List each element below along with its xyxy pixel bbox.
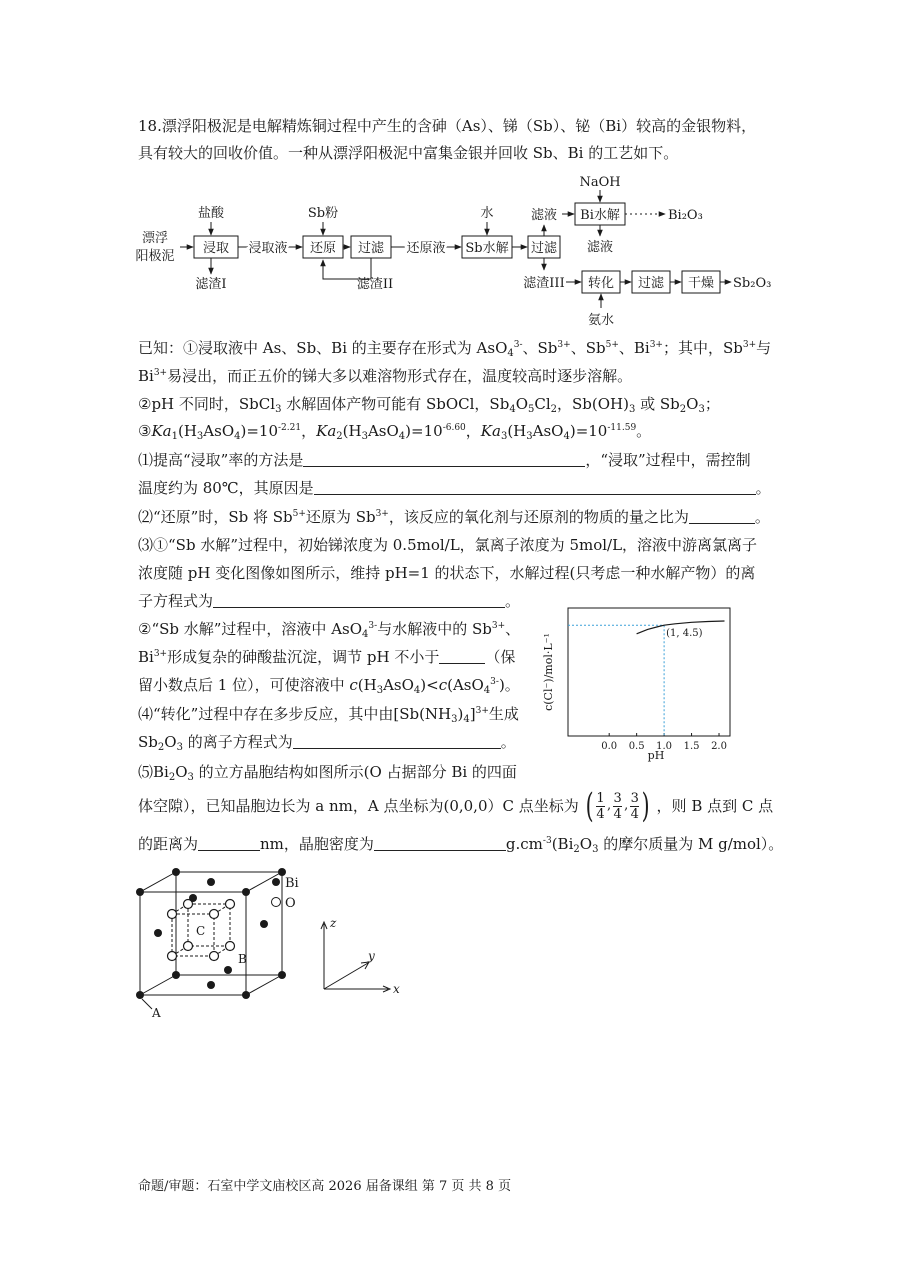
x-tick-label: 2.0 bbox=[711, 741, 727, 752]
chart-xlabel: pH bbox=[647, 749, 665, 762]
flow-box-convert-label: 转化 bbox=[587, 276, 615, 291]
q2-answer-blank[interactable] bbox=[689, 508, 755, 524]
q1-line-1: ⑴提高“浸取”率的方法是 ，“浸取”过程中，需控制 bbox=[138, 451, 751, 469]
q4-line-1: ⑷“转化”过程中存在多步反应，其中由$[Sb(NH_3)_4]^{3+}$生成 bbox=[138, 705, 519, 725]
point-a-label: A bbox=[152, 1006, 161, 1020]
flow-box-bi-hydrolysis-label: Bi水解 bbox=[580, 208, 620, 223]
q3-line-6: 留小数点后 1 位），可使溶液中 $c(H_3AsO_4)<c(AsO_4^{3-})$。 bbox=[138, 676, 520, 696]
q2-line: ⑵“还原”时，Sb 将 $Sb^{5+}$还原为 $Sb^{3+}$，该反应的氧化剂与还原剂的物质的量之比为 。 bbox=[138, 508, 770, 526]
question-intro-line1: 18.漂浮阳极泥是电解精炼铜过程中产生的含砷（As）、锑（Sb）、铋（Bi）较高的金银物料， bbox=[138, 117, 757, 135]
q3-line-4: ②“Sb 水解”过程中，溶液中 AsO$_4^{3-}$与水解液中的 $Sb^{3+}$、 bbox=[138, 620, 521, 640]
q1-line-2: 温度约为 80℃，其原因是 。 bbox=[138, 479, 771, 497]
legend-o-label: O bbox=[285, 896, 296, 911]
flow-box-filter-2-label: 过滤 bbox=[530, 241, 558, 256]
residue-3: 滤渣III bbox=[523, 276, 565, 291]
coordinate-c-paren: ( 1 4 , 3 4 , 3 4 ) bbox=[585, 786, 650, 826]
q5-line-2: 体空隙），已知晶胞边长为 a nm，A 点坐标为(0,0,0）C 点坐标为 ( 1 4 , 3 4 , 3 4 ) ，则 B 点到 C 点 bbox=[138, 786, 774, 826]
legend-bi-marker bbox=[272, 878, 280, 886]
known-line-1: 已知：①浸取液中 As、Sb、Bi 的主要存在形式为 AsO$_4^{3-}$、$Sb^{3+}$、$Sb^{5+}$、$Bi^{3+}$；其中，$Sb^{3+}$与 bbox=[138, 339, 772, 359]
q5-line-1: $⑸Bi_2O_3$ 的立方晶胞结构如图所示(O 占据部分 Bi 的四面 bbox=[138, 763, 517, 783]
known-line-2: $Bi^{3+}$易浸出，而正五价的锑大多以难溶物形式存在，温度较高时逐步溶解。 bbox=[138, 367, 633, 385]
q3-answer-blank-2[interactable] bbox=[439, 648, 485, 664]
residue-1: 滤渣I bbox=[195, 277, 227, 292]
q5-answer-blank-1[interactable] bbox=[198, 835, 260, 851]
chart-frame bbox=[568, 608, 730, 736]
filtrate-1: 滤液 bbox=[530, 208, 558, 223]
q4-line-2: $Sb_2O_3$ 的离子方程式为 。 bbox=[138, 733, 516, 753]
flow-box-filter-3-label: 过滤 bbox=[637, 276, 665, 291]
known-line-4: $③Ka_1(H_3AsO_4)=10^{-2.21}$，$Ka_2(H_3AsO_4)=10^{-6.60}$，$Ka_3(H_3AsO_4)=10^{-11.59}$。 bbox=[138, 422, 652, 442]
residue-2: 滤渣II bbox=[356, 277, 394, 292]
flow-box-sb-hydrolysis-label: Sb水解 bbox=[465, 241, 509, 256]
legend-o-marker bbox=[272, 898, 281, 907]
q4-answer-blank[interactable] bbox=[293, 733, 501, 749]
flow-box-filter-1-label: 过滤 bbox=[357, 241, 385, 256]
known-line-3: ②pH 不同时，SbCl$_3$ 水解固体产物可能有 SbOCl，$Sb_4O_5Cl_2$，$Sb(OH)_3$ 或 $Sb_2O_3$； bbox=[138, 395, 720, 415]
product-sb2o3: Sb₂O₃ bbox=[733, 276, 772, 291]
chart-annotation: (1, 4.5) bbox=[666, 628, 703, 640]
x-tick-label: 0.5 bbox=[628, 741, 645, 752]
q1-answer-blank-2[interactable] bbox=[314, 479, 756, 495]
chloride-ph-chart bbox=[530, 598, 740, 763]
q3-line-1: ⑶①“Sb 水解”过程中，初始锑浓度为 0.5mol/L，氯离子浓度为 5mol/L，溶液中游离氯离子 bbox=[138, 536, 758, 554]
q1-answer-blank-1[interactable] bbox=[303, 451, 585, 467]
axis-y-label: y bbox=[368, 949, 375, 963]
q3-line-5: $Bi^{3+}$形成复杂的砷酸盐沉淀，调节 pH 不小于 （保 bbox=[138, 648, 516, 666]
flow-box-leach-label: 浸取 bbox=[202, 241, 230, 256]
chart-ylabel: c(Cl⁻)/mol·L⁻¹ bbox=[542, 633, 555, 711]
reagent-sb-powder: Sb粉 bbox=[307, 206, 339, 221]
question-intro-line2: 具有较大的回收价值。一种从漂浮阳极泥中富集金银并回收 Sb、Bi 的工艺如下。 bbox=[138, 144, 679, 162]
x-tick-label: 1.0 bbox=[656, 741, 673, 752]
q5-line-3: 的距离为 nm，晶胞密度为 $g.cm^{-3}(Bi_2O_3$ 的摩尔质量为 M g/mol）。 bbox=[138, 835, 784, 855]
reagent-naoh: NaOH bbox=[579, 175, 621, 190]
page-footer: 命题/审题：石室中学文庙校区高 2026 届备课组 第 7 页 共 8 页 bbox=[138, 1179, 512, 1194]
point-c-label: C bbox=[196, 924, 206, 938]
process-flowchart bbox=[0, 0, 900, 330]
q3-line-2: 浓度随 pH 变化图像如图所示，维持 pH=1 的状态下，水解过程(只考虑一种水解产物）的离 bbox=[138, 564, 756, 582]
arrow-label-leachate: 浸取液 bbox=[248, 241, 288, 256]
x-tick-label: 1.5 bbox=[683, 741, 700, 752]
flow-box-dry-label: 干燥 bbox=[687, 276, 715, 291]
start-label-1: 漂浮 bbox=[141, 231, 169, 246]
arrow-label-reduced: 还原液 bbox=[406, 241, 446, 256]
axis-z-label: z bbox=[330, 916, 337, 930]
legend-bi-label: Bi bbox=[285, 876, 299, 891]
filtrate-2: 滤液 bbox=[586, 240, 614, 255]
q3-answer-blank-1[interactable] bbox=[213, 592, 505, 608]
axis-x-label: x bbox=[393, 982, 400, 996]
flow-box-reduce-label: 还原 bbox=[309, 241, 337, 256]
crystal-cell-figure bbox=[128, 860, 418, 1025]
product-bi2o3: Bi₂O₃ bbox=[668, 208, 703, 223]
reagent-water: 水 bbox=[480, 206, 494, 221]
q3-line-3: 子方程式为 。 bbox=[138, 592, 521, 610]
point-b-label: B bbox=[238, 952, 247, 966]
reagent-hcl: 盐酸 bbox=[197, 206, 225, 221]
q5-answer-blank-2[interactable] bbox=[374, 835, 506, 851]
x-tick-label: 0.0 bbox=[601, 741, 618, 752]
start-label-2: 阳极泥 bbox=[135, 249, 175, 264]
reagent-ammonia: 氨水 bbox=[587, 313, 615, 328]
